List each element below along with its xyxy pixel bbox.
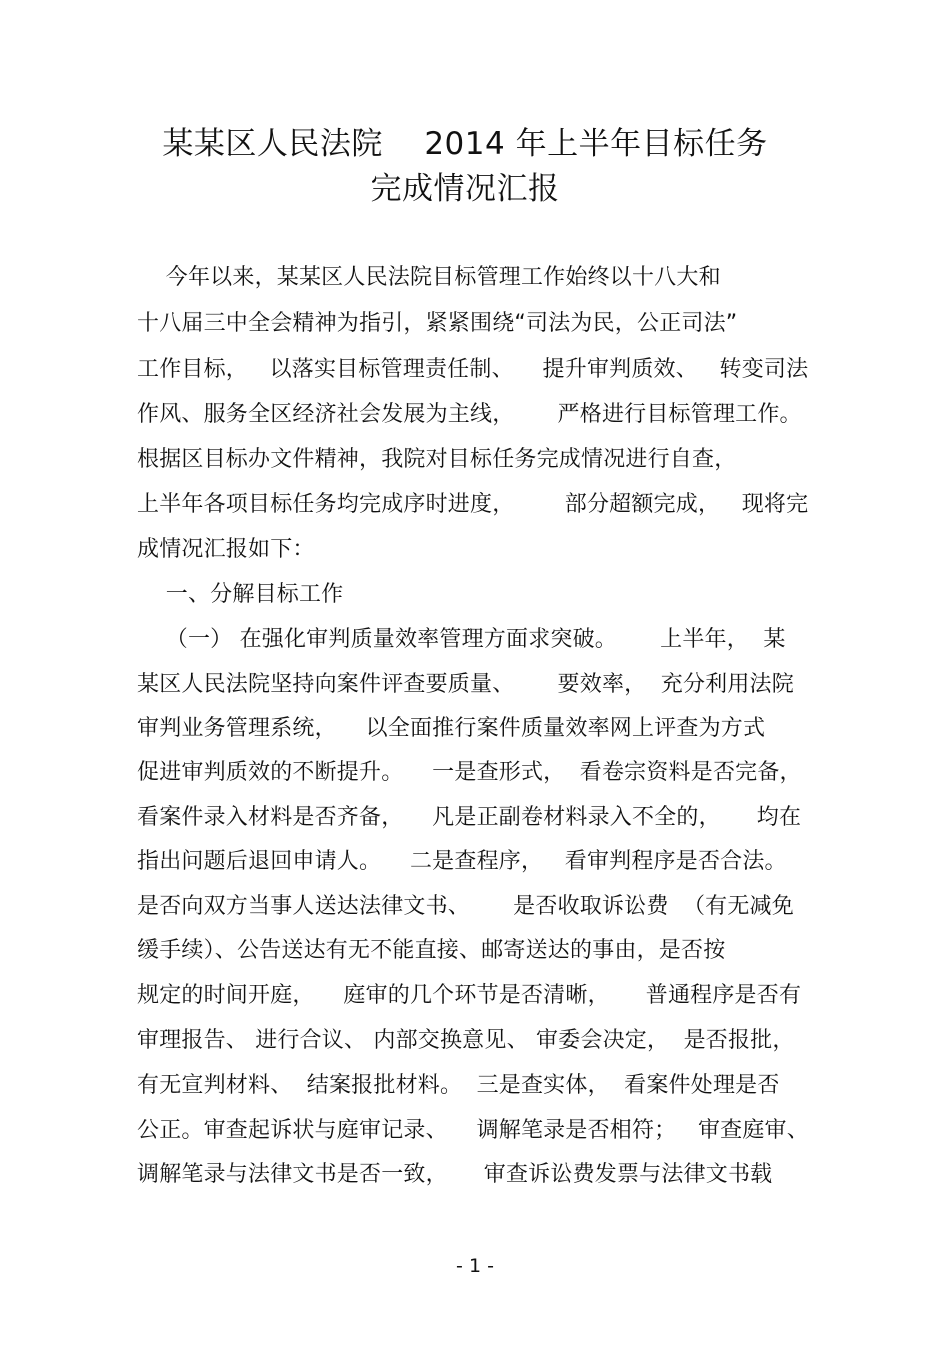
body-line: 指出问题后退回申请人。 二是查程序， 看审判程序是否合法。	[137, 849, 787, 874]
body-line: 看案件录入材料是否齐备， 凡是正副卷材料录入不全的， 均在	[137, 805, 802, 830]
document-title-line-2: 完成情况汇报	[370, 171, 560, 207]
body-line: 根据区目标办文件精神，我院对目标任务完成情况进行自查，	[137, 447, 737, 472]
body-line: 工作目标， 以落实目标管理责任制、 提升审判质效、 转变司法	[137, 357, 809, 382]
body-line: （一） 在强化审判质量效率管理方面求突破。 上半年， 某	[137, 627, 786, 652]
body-line: 成情况汇报如下：	[137, 537, 315, 562]
body-line: 公正。审查起诉状与庭审记录、 调解笔录是否相符； 审查庭审、	[137, 1118, 809, 1143]
body-line: 促进审判质效的不断提升。 一是查形式， 看卷宗资料是否完备，	[137, 760, 802, 785]
body-line: 规定的时间开庭， 庭审的几个环节是否清晰， 普通程序是否有	[137, 983, 802, 1008]
body-line: 某区人民法院坚持向案件评查要质量、 要效率， 充分利用法院	[137, 672, 794, 697]
body-line: 十八届三中全会精神为指引，紧紧围绕“司法为民，公正司法”	[137, 311, 738, 336]
section-heading: 一、分解目标工作	[137, 582, 344, 607]
body-line: 上半年各项目标任务均完成序时进度， 部分超额完成， 现将完	[137, 492, 809, 517]
body-line: 今年以来，某某区人民法院目标管理工作始终以十八大和	[137, 265, 721, 290]
page-number: - 1 -	[456, 1255, 494, 1277]
body-line: 有无宣判材料、 结案报批材料。 三是查实体， 看案件处理是否	[137, 1073, 780, 1098]
body-line: 审理报告、 进行合议、 内部交换意见、 审委会决定， 是否报批，	[137, 1028, 795, 1053]
body-line: 是否向双方当事人送达法律文书、 是否收取诉讼费 （有无减免	[137, 894, 794, 919]
body-line: 作风、服务全区经济社会发展为主线， 严格进行目标管理工作。	[137, 402, 802, 427]
document-title-line-1: 某某区人民法院 2014 年上半年目标任务	[162, 126, 768, 162]
body-line: 审判业务管理系统， 以全面推行案件质量效率网上评查为方式	[137, 716, 766, 741]
body-line: 调解笔录与法律文书是否一致， 审查诉讼费发票与法律文书载	[137, 1162, 773, 1187]
body-line: 缓手续）、公告送达有无不能直接、邮寄送达的事由，是否按	[137, 938, 726, 963]
